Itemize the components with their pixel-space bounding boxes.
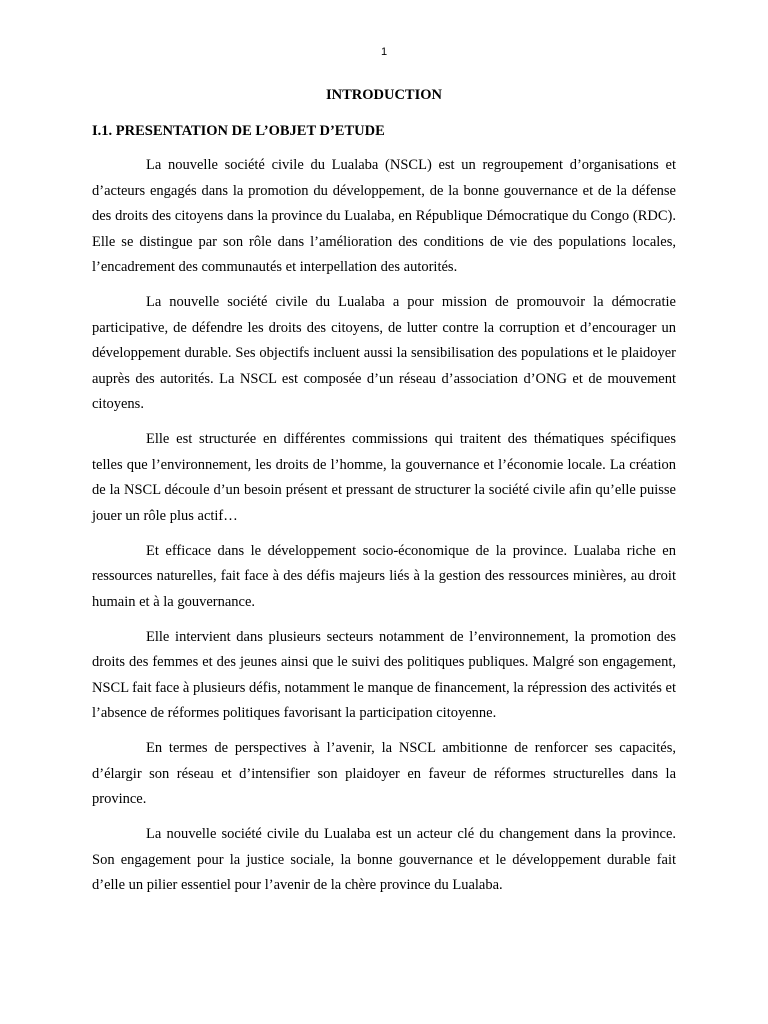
section-heading: I.1. PRESENTATION DE L’OBJET D’ETUDE [92, 123, 385, 139]
page-number: 1 [380, 46, 388, 58]
body-text [92, 153, 676, 908]
paragraph-7: La nouvelle société civile du Lualaba est un acteur clé du changement dans la province. Son engagement pour la justice sociale, la bonne gouvernance et le développement durable fait d’elle un pilier essentiel pour l’avenir de la chère province du Lualaba. [92, 826, 676, 893]
paragraph-3: Elle est structurée en différentes commissions qui traitent des thématiques spécifiques telles que l’environnement, les droits de l’homme, la gouvernance et l’économie locale. La création de la NSCL découle d’un besoin présent et pressant de structurer la société civile afin qu’elle puisse jouer un rôle plus actif… [92, 431, 676, 524]
paragraph-5: Elle intervient dans plusieurs secteurs notamment de l’environnement, la promotion des droits des femmes et des jeunes ainsi que le suivi des politiques publiques. Malgré son engagement, NSCL fait face à plusieurs défis, notamment le manque de financement, la répression des activités et l’absence de réformes politiques favorisant la participation citoyenne. [92, 628, 676, 721]
paragraph-2: La nouvelle société civile du Lualaba a pour mission de promouvoir la démocratie participative, de défendre les droits des citoyens, de lutter contre la corruption et d’encourager un développement durable. Ses objectifs incluent aussi la sensibilisation des populations et le plaidoyer auprès des autorités. La NSCL est composée d’un réseau d’association d’ONG et de mouvement citoyens. [92, 294, 676, 412]
page-title: INTRODUCTION [325, 87, 442, 103]
paragraph-1: La nouvelle société civile du Lualaba (NSCL) est un regroupement d’organisations et d’acteurs engagés dans la promotion du développement, de la bonne gouvernance et de la défense des droits des citoyens dans la province du Lualaba, en République Démocratique du Congo (RDC). Elle se distingue par son rôle dans l’amélioration des conditions de vie des populations locales, l’encadrement des communautés et interpellation des autorités. [92, 157, 676, 275]
paragraph-4: Et efficace dans le développement socio-économique de la province. Lualaba riche en ressources naturelles, fait face à des défis majeurs liés à la gestion des ressources minières, au droit humain et à la gouvernance. [92, 542, 676, 610]
paragraph-6: En termes de perspectives à l’avenir, la NSCL ambitionne de renforcer ses capacités, d’élargir son réseau et d’intensifier son plaidoyer en faveur de réformes structurelles dans la province. [92, 740, 676, 807]
